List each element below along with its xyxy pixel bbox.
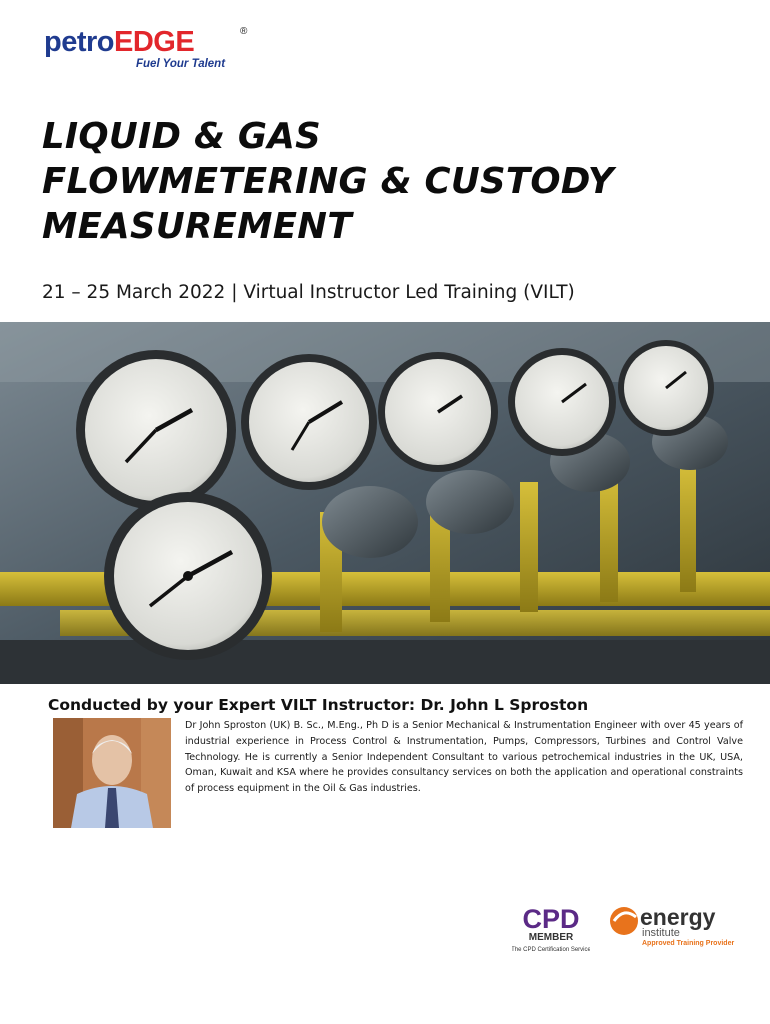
title-line-3: MEASUREMENT [42, 206, 352, 247]
title-line-1: LIQUID & GAS [42, 116, 321, 157]
instructor-bio: Dr John Sproston (UK) B. Sc., M.Eng., Ph D is a Senior Mechanical & Instrumentation Engineer with over 45 years of industrial experience in Process Control & Instrumentation, Pumps, Compressors, Turbines and Control Valve Technology. He is currently a Senior Independent Consultant to various petrochemical industries in the UK, USA, Oman, Kuwait and KSA where he provides consultancy services on both the application and operational constraints of process equipment in the Oil & Gas industries. [185, 720, 743, 795]
logo-wordmark: petroEDGE [44, 26, 195, 58]
pressure-gauges-photo [0, 322, 770, 684]
cpd-sub-label: The CPD Certification Service [512, 947, 590, 953]
energy-institute-logo [608, 903, 748, 947]
instructor-portrait [53, 718, 171, 828]
logo-tagline: Fuel Your Talent [136, 58, 226, 70]
title-line-2: FLOWMETERING & CUSTODY [42, 161, 614, 202]
cpd-member-label: MEMBER [528, 932, 574, 943]
cpd-member-badge [512, 900, 590, 962]
instructor-heading: Conducted by your Expert VILT Instructor: Dr. John L Sproston [48, 696, 589, 714]
petroedge-logo [44, 24, 254, 76]
registered-mark: ® [240, 26, 248, 37]
course-dateline: 21 – 25 March 2022 | Virtual Instructor Led Training (VILT) [42, 282, 575, 303]
course-title [42, 114, 742, 249]
ei-word-institute: institute [642, 927, 680, 939]
cpd-mark: CPD [522, 904, 580, 934]
ei-word-energy: energy [640, 904, 716, 930]
ei-sub-label: Approved Training Provider [642, 940, 735, 947]
